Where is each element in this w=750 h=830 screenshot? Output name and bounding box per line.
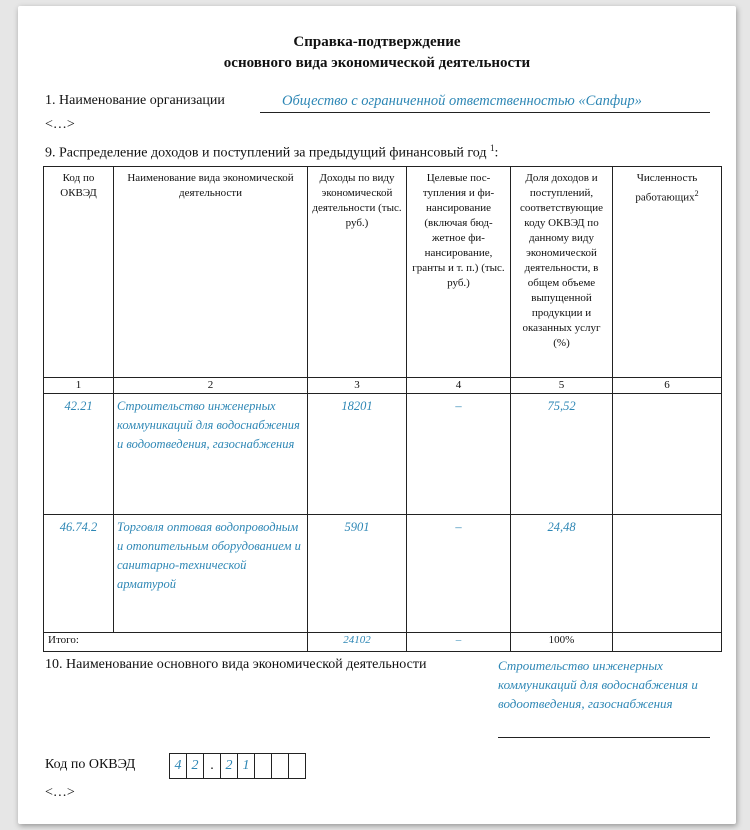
row-staff xyxy=(613,515,722,633)
document-page xyxy=(18,6,736,824)
col-number: 4 xyxy=(407,378,511,394)
row-target-funding: – xyxy=(407,394,511,515)
section-9-suffix: : xyxy=(494,145,499,161)
col-number: 6 xyxy=(613,378,722,394)
document-title xyxy=(18,32,736,74)
row-code: 46.74.2 xyxy=(44,515,114,633)
main-activity-underline xyxy=(498,737,710,738)
org-name-label: 1. Наименование организации xyxy=(45,93,225,108)
org-name-underline xyxy=(260,112,710,113)
section-9-footnote: 1 xyxy=(489,143,495,153)
row-share: 75,52 xyxy=(511,394,613,515)
okved-code-boxes xyxy=(169,753,306,777)
col-number: 5 xyxy=(511,378,613,394)
okved-cell: 4 xyxy=(169,753,187,779)
okved-cell: 2 xyxy=(186,753,204,779)
col-number: 2 xyxy=(114,378,308,394)
row-target-funding: – xyxy=(407,515,511,633)
okved-cell: 2 xyxy=(220,753,238,779)
main-activity-value: Строительство инженерных коммуникаций для водоснабжения и водоотведения, газоснабжения xyxy=(498,658,698,711)
section-9-heading xyxy=(45,139,498,163)
okved-cell xyxy=(254,753,272,779)
section-9-label: 9. Распределение доходов и поступлений за предыдущий финансовый год xyxy=(45,145,487,161)
header-staff-footnote: 2 xyxy=(694,189,699,198)
ellipsis-1: <…> xyxy=(45,117,75,132)
ellipsis-2: <…> xyxy=(45,785,75,800)
income-table xyxy=(43,166,722,652)
total-income: 24102 xyxy=(308,633,407,652)
row-income: 5901 xyxy=(308,515,407,633)
okved-cell xyxy=(271,753,289,779)
total-label: Итого: xyxy=(44,633,308,652)
title-line-1: Справка-подтверждение xyxy=(293,34,461,50)
okved-label: Код по ОКВЭД xyxy=(45,757,136,772)
header-target-funding: Целевые пос-тупления и фи-нансирование (включая бюд-жетное фи-нансирование, гранты и т. п.) (тыс. руб.) xyxy=(407,167,511,378)
row-activity-name: Торговля оптовая водопроводным и отопительным оборудованием и санитарно-технической арматурой xyxy=(114,515,308,633)
row-code: 42.21 xyxy=(44,394,114,515)
row-activity-name: Строительство инженерных коммуникаций для водоснабжения и водоотведения, газоснабжения xyxy=(114,394,308,515)
org-name-value: Общество с ограниченной ответственностью «Сапфир» xyxy=(282,93,642,109)
row-income: 18201 xyxy=(308,394,407,515)
total-share: 100% xyxy=(511,633,613,652)
header-code: Код по ОКВЭД xyxy=(44,167,114,378)
col-number: 1 xyxy=(44,378,114,394)
table-row xyxy=(44,394,722,515)
header-activity-name: Наименование вида экономической деятельности xyxy=(114,167,308,378)
table-header-row xyxy=(44,167,722,378)
column-number-row xyxy=(44,378,722,394)
header-staff: Численность работающих$^2$ xyxy=(613,167,722,378)
main-activity-label: 10. Наименование основного вида экономической деятельности xyxy=(45,657,427,672)
header-income: Доходы по виду экономической деятельности (тыс. руб.) xyxy=(308,167,407,378)
header-share: Доля доходов и поступлений, соответствующие коду ОКВЭД по данному виду экономической деятельности, в общем объеме выпущенной продукции и оказанных услуг (%) xyxy=(511,167,613,378)
total-staff xyxy=(613,633,722,652)
col-number: 3 xyxy=(308,378,407,394)
total-target-funding: – xyxy=(407,633,511,652)
table-total-row xyxy=(44,633,722,652)
okved-cell xyxy=(288,753,306,779)
okved-cell: 1 xyxy=(237,753,255,779)
table-row xyxy=(44,515,722,633)
row-staff xyxy=(613,394,722,515)
row-share: 24,48 xyxy=(511,515,613,633)
title-line-2: основного вида экономической деятельности xyxy=(223,55,531,71)
okved-cell: . xyxy=(203,753,221,779)
